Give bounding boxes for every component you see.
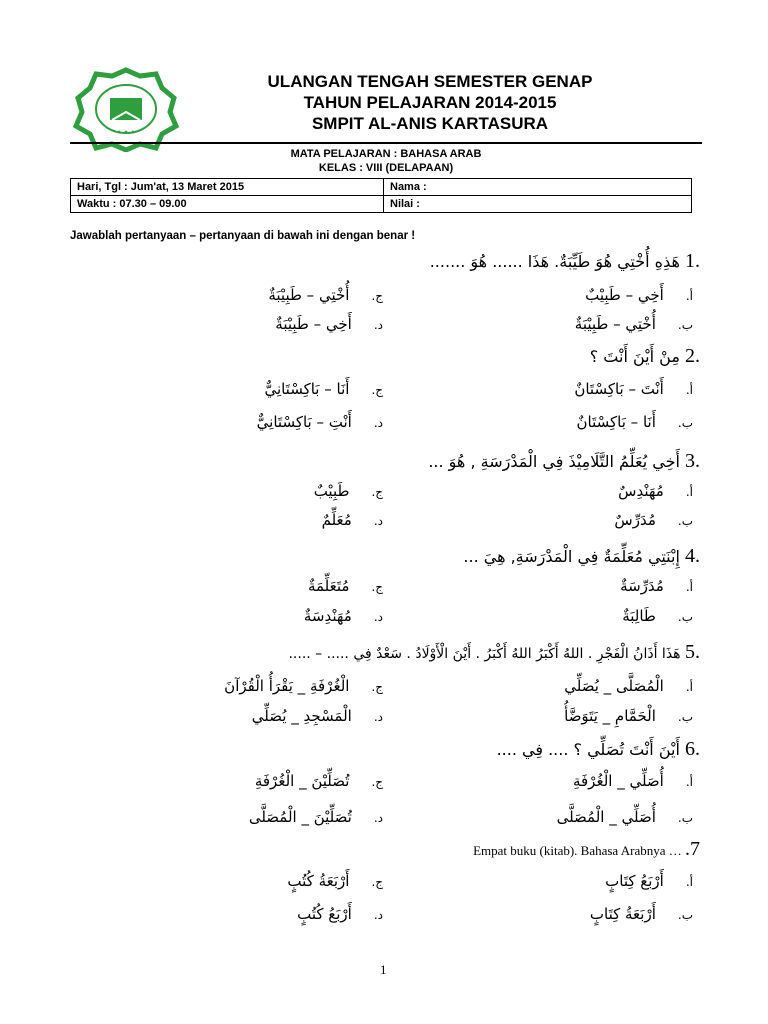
option-text: أُصَلِّي _ الْمُصَلَّى [556, 808, 656, 826]
option-label: ب. [677, 416, 693, 430]
name-cell: Nama : [384, 179, 692, 196]
option-text: مُهَنْدِسَةٌ [303, 607, 352, 625]
option-d[interactable] [275, 315, 383, 333]
option-text: أَخِي – طَبِيْبَةٌ [275, 315, 352, 333]
exam-title-line3: SMPIT AL-ANIS KARTASURA [311, 114, 549, 133]
option-label: ج. [371, 485, 383, 499]
option-text: أَرْبَعُ كُتُبٍ [297, 905, 352, 923]
score-cell: Nilai : [384, 196, 692, 213]
option-b[interactable] [564, 707, 693, 725]
option-label: أ. [685, 485, 693, 499]
page-number: 1 [380, 962, 387, 977]
option-text: أَنْتِ – بَاكِسْتَانِيٌّ [256, 413, 352, 431]
option-a[interactable] [574, 380, 693, 398]
option-c[interactable] [287, 872, 383, 890]
option-label: د. [373, 908, 383, 922]
question-text: أَيْنَ أَنْتَ تُصَلِّي ؟ .... فِي .... [496, 740, 680, 759]
option-a[interactable] [564, 677, 693, 695]
question-3 [428, 450, 700, 473]
option-b[interactable] [614, 511, 693, 529]
option-a[interactable] [605, 872, 693, 890]
option-b[interactable] [622, 607, 693, 625]
option-text: أَنَا – بَاكِسْتَانِيٌّ [264, 380, 350, 398]
question-1 [430, 250, 700, 273]
option-text: مُهَنْدِسٌ [618, 482, 664, 500]
question-number: .6 [685, 738, 700, 760]
school-logo [72, 66, 180, 152]
option-label: د. [373, 710, 383, 724]
option-text: أُخْتِي – طَبِيْبَةٌ [268, 286, 350, 304]
option-d[interactable] [257, 413, 383, 431]
option-text: أَرْبَعَةُ كُتُبٍ [287, 872, 350, 890]
question-6 [497, 738, 700, 761]
option-text: الْغُرْفَةِ _ يَقْرَأُ الْقُرْآنَ [224, 677, 350, 695]
option-label: ب. [677, 318, 693, 332]
option-text: مُدَرِّسَةٌ [620, 577, 664, 595]
option-text: أَنَا – بَاكِسْتَانٌ [576, 413, 656, 431]
question-number: .1 [685, 250, 700, 272]
svg-text:✦ ✦ ✦: ✦ ✦ ✦ [116, 129, 136, 136]
option-c[interactable] [255, 772, 383, 790]
option-label: أ. [685, 383, 693, 397]
option-c[interactable] [308, 577, 383, 595]
question-text: مِنْ أَيْنَ أَنْتَ ؟ [589, 347, 680, 366]
question-number: .3 [685, 450, 700, 472]
option-label: ج. [371, 875, 383, 889]
option-text: طَبِيْبٌ [313, 482, 350, 500]
question-text: إِبْنَتِي مُعَلِّمَةٌ فِي الْمَدْرَسَةِ, هِيَ ... [463, 547, 680, 566]
student-info-table [70, 178, 692, 213]
option-b[interactable] [557, 808, 693, 826]
question-number: .2 [685, 345, 700, 367]
option-label: د. [373, 811, 383, 825]
instructions: Jawablah pertanyaan – pertanyaan di bawah ini dengan benar ! [70, 230, 416, 242]
option-label: ب. [677, 908, 693, 922]
option-text: أَرْبَعَةُ كِتَابٍ [589, 905, 656, 923]
option-text: مُعَلِّمٌ [321, 511, 352, 529]
time-cell: Waktu : 07.30 – 09.00 [71, 196, 384, 213]
option-text: الْحَمَّامِ _ يَتَوَضَّأُ [564, 707, 656, 725]
option-c[interactable] [268, 286, 383, 304]
option-d[interactable] [297, 905, 383, 923]
option-label: د. [373, 610, 383, 624]
option-c[interactable] [264, 380, 383, 398]
option-label: ب. [677, 514, 693, 528]
question-7 [473, 838, 700, 861]
question-number: .7 [685, 838, 700, 860]
option-label: ب. [677, 811, 693, 825]
option-text: الْمُصَلَّى _ يُصَلِّي [564, 677, 664, 695]
exam-title-line2: TAHUN PELAJARAN 2014-2015 [303, 93, 557, 112]
option-label: ج. [371, 680, 383, 694]
option-label: ب. [677, 610, 693, 624]
option-text: تُصَلِّيْنَ _ الْغُرْفَةِ [254, 772, 350, 790]
option-a[interactable] [585, 286, 693, 304]
question-4 [463, 545, 700, 568]
option-a[interactable] [573, 772, 693, 790]
option-label: ب. [677, 710, 693, 724]
option-d[interactable] [252, 707, 383, 725]
header-divider [70, 142, 702, 144]
option-label: ج. [371, 775, 383, 789]
exam-title-line1: ULANGAN TENGAH SEMESTER GENAP [267, 72, 593, 91]
option-d[interactable] [304, 607, 383, 625]
option-text: أَخِي – طَبِيْبٌ [585, 286, 664, 304]
option-label: أ. [685, 580, 693, 594]
option-label: د. [373, 318, 383, 332]
option-text: مُدَرِّسٌ [614, 511, 656, 529]
option-label: د. [373, 514, 383, 528]
option-text: طَالِبَةٌ [622, 607, 656, 625]
option-label: ج. [371, 580, 383, 594]
class-label: KELAS : VIII (DELAPAAN) [318, 162, 454, 174]
option-b[interactable] [577, 413, 693, 431]
option-label: د. [373, 416, 383, 430]
option-text: أُصَلِّي _ الْغُرْفَةِ [572, 772, 664, 790]
option-b[interactable] [590, 905, 693, 923]
option-label: أ. [685, 680, 693, 694]
option-text: أَرْبَعُ كِتَابٍ [605, 872, 664, 890]
option-b[interactable] [575, 315, 693, 333]
option-text: تُصَلِّيْنَ _ الْمُصَلَّى [248, 808, 352, 826]
date-cell: Hari, Tgl : Jum'at, 13 Maret 2015 [71, 179, 384, 196]
option-text: مُتَعَلِّمَةٌ [307, 577, 350, 595]
question-text: Empat buku (kitab). Bahasa Arabnya … [473, 843, 682, 858]
question-2 [590, 345, 700, 368]
option-label: أ. [685, 775, 693, 789]
question-number: .4 [685, 545, 700, 567]
option-label: ج. [371, 383, 383, 397]
question-text: هَذِهِ أُخْتِي هُوَ طَيِّبَةٌ. هَذَا ...... هُوَ ....... [429, 252, 680, 271]
subject-label: MATA PELAJARAN : BAHASA ARAB [290, 148, 482, 160]
question-5 [288, 641, 700, 664]
option-text: الْمَسْجِدِ _ يُصَلِّي [251, 707, 352, 725]
question-text: أَخِي يُعَلِّمُ التَّلَامِيْذَ فِي الْمَدْرَسَةِ , هُوَ ... [428, 452, 680, 471]
option-a[interactable] [618, 482, 693, 500]
option-text: أُخْتِي – طَبِيْبَةٌ [574, 315, 656, 333]
option-d[interactable] [249, 808, 383, 826]
option-label: أ. [685, 875, 693, 889]
option-text: أَنْتَ – بَاكِسْتَانٌ [574, 380, 664, 398]
question-text: هَذَا أَذَانُ الْفَجْرِ . اللهُ أَكْبَرُ اللهُ أَكْبَرُ . أَيْنَ الْأَوْلَادُ . سَعْدٌ فِي ..... – ..... [288, 646, 681, 662]
option-c[interactable] [224, 677, 383, 695]
option-a[interactable] [620, 577, 693, 595]
option-d[interactable] [322, 511, 383, 529]
question-number: .5 [685, 641, 700, 663]
option-label: أ. [685, 289, 693, 303]
option-c[interactable] [314, 482, 383, 500]
option-label: ج. [371, 289, 383, 303]
